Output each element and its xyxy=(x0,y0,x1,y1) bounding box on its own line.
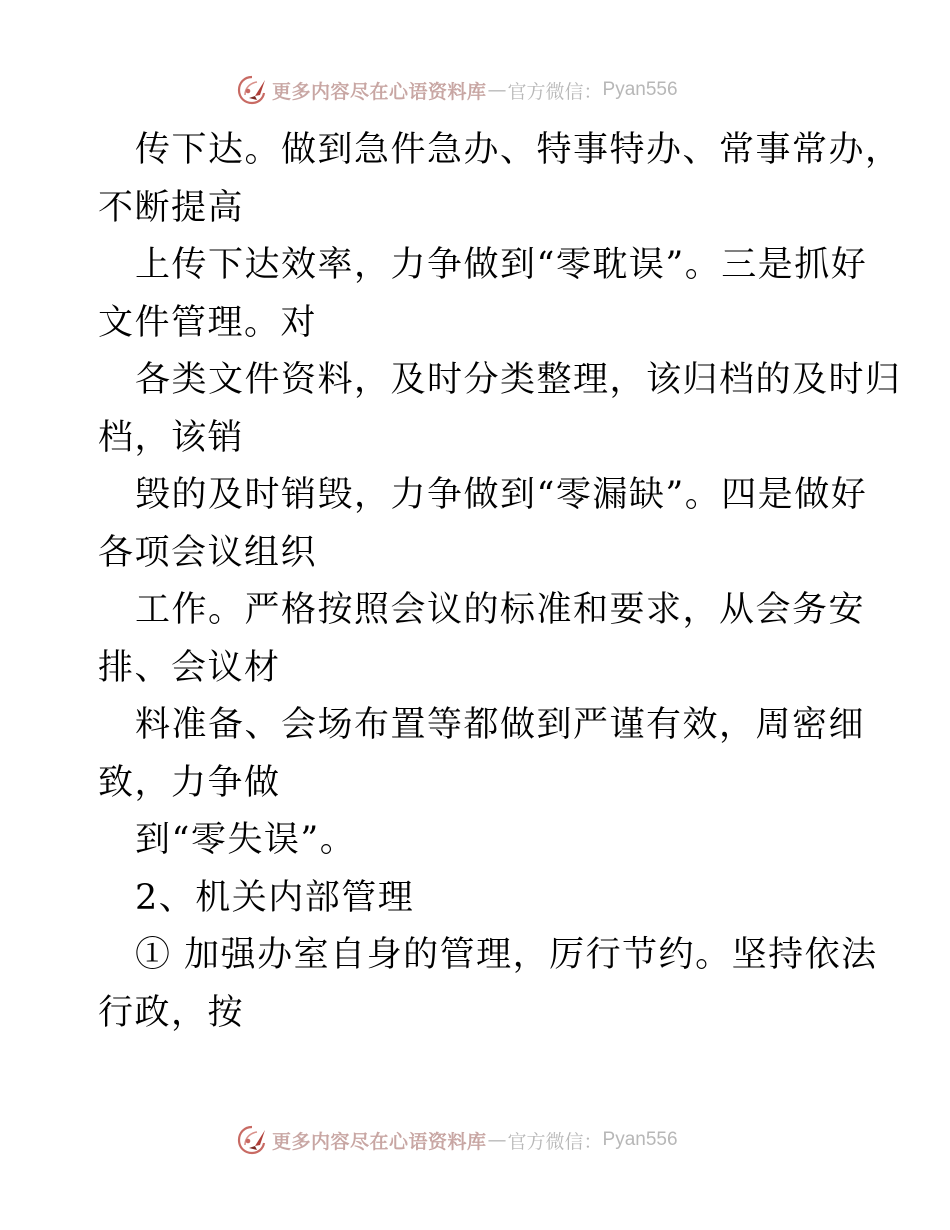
footer-watermark xyxy=(236,1122,678,1158)
paragraph-line: 到“零失误”。 xyxy=(135,820,357,860)
paragraph-line: 传下达。做到急件急办、特事特办、常事常办， xyxy=(135,130,902,170)
paragraph xyxy=(98,467,868,582)
paragraph-line: 致，力争做 xyxy=(98,762,281,803)
paragraph-line: 毁的及时销毁，力争做到“零漏缺”。四是做好 xyxy=(135,475,868,515)
paragraph xyxy=(98,352,902,467)
section-heading xyxy=(98,870,858,928)
watermark-id: Pyan556 xyxy=(602,79,678,100)
watermark-dash: — xyxy=(487,79,507,101)
paragraph-line: 排、会议材 xyxy=(98,647,281,688)
watermark-sub-text: 官方微信： xyxy=(507,80,603,103)
pen-logo-icon xyxy=(236,1124,268,1156)
paragraph-line: 档，该销 xyxy=(98,417,245,458)
paragraph xyxy=(98,237,868,352)
paragraph-line: 工作。严格按照会议的标准和要求，从会务安 xyxy=(135,590,866,630)
watermark-id: Pyan556 xyxy=(602,1129,678,1150)
paragraph-line: 各项会议组织 xyxy=(98,532,318,573)
paragraph-line: 行政，按 xyxy=(98,992,245,1033)
section-heading-text: 2、机关内部管理 xyxy=(135,877,415,918)
paragraph-line: 料准备、会场布置等都做到严谨有效，周密细 xyxy=(135,705,866,745)
watermark-sub-text: 官方微信： xyxy=(507,1130,603,1153)
paragraph xyxy=(98,582,866,697)
document-body xyxy=(98,122,902,1042)
paragraph xyxy=(98,927,878,1042)
watermark-dash: — xyxy=(487,1129,507,1151)
paragraph xyxy=(98,122,902,237)
pen-logo-icon xyxy=(236,74,268,106)
paragraph-line: 文件管理。对 xyxy=(98,302,318,343)
paragraph xyxy=(98,697,866,812)
paragraph-line: 各类文件资料，及时分类整理，该归档的及时归 xyxy=(135,360,902,400)
header-watermark xyxy=(236,72,678,108)
paragraph-line: 上传下达效率，力争做到“零耽误”。三是抓好 xyxy=(135,245,868,285)
watermark-main-text: 更多内容尽在心语资料库 xyxy=(272,1130,487,1153)
paragraph-line: ① 加强办室自身的管理，厉行节约。坚持依法 xyxy=(135,935,878,975)
paragraph-line: 不断提高 xyxy=(98,187,245,228)
watermark-main-text: 更多内容尽在心语资料库 xyxy=(272,80,487,103)
paragraph xyxy=(98,812,858,870)
